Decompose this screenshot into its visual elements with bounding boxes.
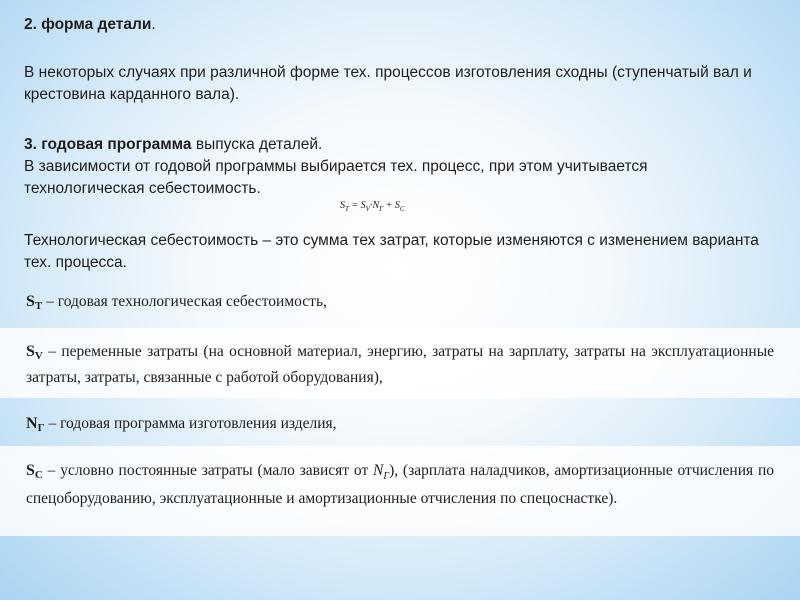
formula-eq: = (348, 200, 361, 211)
term-st (26, 291, 774, 317)
section-3-heading (24, 134, 764, 156)
term-sv (26, 341, 774, 388)
term-sc (26, 460, 774, 510)
term-sc-symbol: $S_C$ (26, 462, 43, 481)
formula-t1-rest: ·N (369, 200, 380, 211)
term-st-symbol: $S_T$ (26, 293, 43, 312)
term-ng-text: – годовая программа изготовления изделия, (44, 415, 337, 432)
section-3-heading-rest: выпуска деталей. (191, 136, 323, 153)
formula-t1: S (360, 200, 366, 211)
formula-t1-sub: V (365, 205, 370, 213)
term-sv-symbol: $S_V$ (26, 343, 43, 362)
term-band-ng (0, 400, 800, 444)
section-2-paragraph: В некоторых случаях при различной форме тех. процессов изготовления сходны (ступенчатый вал и крестовина карданного вала). (24, 64, 752, 103)
formula-lhs-sub: T (345, 205, 349, 213)
term-band-sv (0, 328, 800, 398)
formula-t1-rest-sub: Г (379, 205, 384, 213)
section-2-heading-bold: 2. форма детали (24, 16, 152, 33)
formula-t2: S (394, 200, 400, 211)
section-2-heading (24, 14, 764, 36)
section-3-paragraph: В зависимости от годовой программы выбирается тех. процесс, при этом учитывается технологическая себестоимость. (24, 158, 648, 197)
term-sc-inline-symbol: $N_Г$ (373, 462, 390, 483)
cost-definition: Технологическая себестоимость – это сумма тех затрат, которые изменяются с изменением варианта тех. процесса. (24, 232, 759, 271)
formula-plus: + (383, 200, 395, 211)
term-sv-text: – переменные затраты (на основной материал, энергию, затраты на зарплату, затраты на эксплуатационные затраты, затраты, связанные с работой оборудования), (26, 343, 774, 386)
formula-lhs: S (340, 200, 345, 211)
section-2-heading-suffix: . (151, 16, 156, 33)
term-ng (26, 413, 774, 439)
term-band-st (0, 282, 800, 326)
term-sc-text-after: ), (зарплата наладчиков, амортизационные отчисления по спецоборудованию, эксплуатационные и амортизационные отчисления по спецоснастке). (26, 462, 774, 508)
cost-formula (340, 200, 405, 213)
term-sc-text-before: – условно постоянные затраты (мало зависят от (42, 462, 374, 479)
term-ng-symbol: $N_Г$ (26, 415, 45, 434)
term-st-text: – годовая технологическая себестоимость, (42, 293, 327, 310)
term-band-sc (0, 446, 800, 536)
section-3-heading-bold: 3. годовая программа (24, 136, 192, 153)
formula-t2-sub: C (399, 205, 405, 213)
